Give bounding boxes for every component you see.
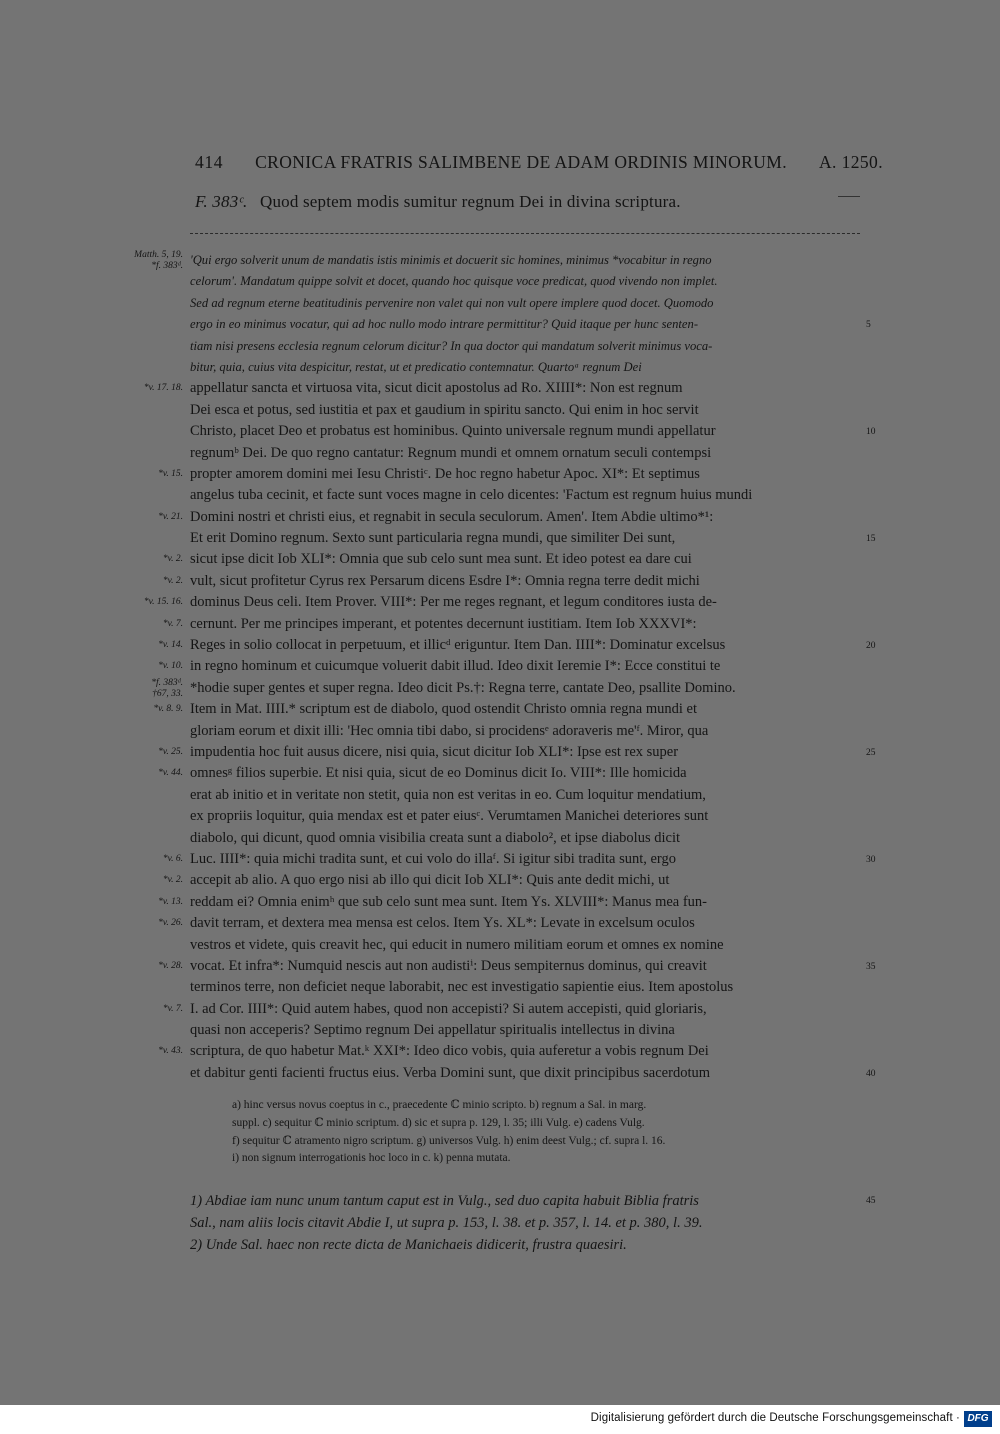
- critical-note-line: i) non signum interrogationis hoc loco in c. k) penna mutata.: [232, 1152, 511, 1165]
- text-line: [0, 870, 1000, 891]
- line-text: I. ad Cor. IIII*: Quid autem habes, quod non accepisti? Si autem accepisti, quid gloriaris,: [190, 1000, 707, 1017]
- text-line: [0, 999, 1000, 1020]
- margin-reference: *v. 7.: [162, 1003, 183, 1014]
- line-text: accepit ab alio. A quo ergo nisi ab illo qui dicit Iob XLI*: Quis ante dedit michi, ut: [190, 872, 670, 889]
- text-line: [0, 892, 1000, 913]
- line-text: Sed ad regnum eterne beatitudinis pervenire non valet qui non vult opere implere quod docet. Quomodo: [190, 295, 714, 310]
- text-line: [0, 763, 1000, 784]
- line-number: 25: [866, 747, 876, 758]
- line-text: regnumᵇ Dei. De quo regno cantatur: Regnum mundi et omnem ornatum seculi contempsi: [190, 444, 712, 461]
- margin-reference: *v. 2.: [162, 554, 183, 565]
- text-line: [0, 977, 1000, 998]
- line-number: 35: [866, 961, 876, 972]
- critical-note-line: f) sequitur ℂ atramento nigro scriptum. g) universos Vulg. h) enim deest Vulg.; cf. supra l. 16.: [232, 1134, 666, 1147]
- margin-reference: *v. 17. 18.: [143, 383, 183, 394]
- margin-reference: *v. 10.: [158, 661, 183, 672]
- text-line: [0, 849, 1000, 870]
- text-line: [0, 913, 1000, 934]
- text-line: [0, 250, 1000, 271]
- line-number: 20: [866, 641, 876, 652]
- margin-reference: *v. 21.: [158, 511, 183, 522]
- line-number: 40: [866, 1068, 876, 1079]
- funding-banner: [0, 1405, 1000, 1434]
- text-line: [0, 785, 1000, 806]
- line-text: tiam nisi presens ecclesia regnum celorum dicitur? In qua doctor qui mandatum solverit minimus voca-: [190, 338, 713, 353]
- margin-reference: *v. 14.: [158, 640, 183, 651]
- text-line: [0, 956, 1000, 977]
- margin-reference: *v. 28.: [158, 960, 183, 971]
- text-line: [0, 614, 1000, 635]
- line-text: Luc. IIII*: quia michi tradita sunt, et cui volo do illaᶠ. Si igitur sibi tradita sunt, ergo: [190, 850, 676, 867]
- margin-reference: *v. 8. 9.: [153, 704, 183, 715]
- folio-ref: F. 383ᶜ.: [195, 192, 248, 211]
- line-text: omnesᵍ filios superbie. Et nisi quia, sicut de eo Dominus dicit Io. VIII*: Ille homicida: [190, 765, 687, 782]
- line-text: Et erit Domino regnum. Sexto sunt particularia regna mundi, que similiter Dei sunt,: [190, 530, 676, 547]
- line-text: angelus tuba cecinit, et facte sunt voces magne in celo dicentes: 'Factum est regnum huius mundi: [190, 487, 753, 504]
- text-line: [0, 699, 1000, 720]
- line-text: ex propriis loquitur, quia mendax est et pater eiusᶜ. Verumtamen Manichei deteriores sunt: [190, 808, 709, 825]
- line-text: gloriam eorum et dixit illi: 'Hec omnia tibi dabo, si procidensᵉ adoraveris me'ᶠ. Miror, qua: [190, 722, 709, 739]
- critical-note-line: suppl. c) sequitur ℂ minio scriptum. d) sic et supra p. 129, l. 35; illi Vulg. e) cadens Vulg.: [232, 1116, 645, 1129]
- text-line: [0, 271, 1000, 292]
- main-text: [0, 250, 1000, 1084]
- dfg-logo-icon: DFG: [964, 1411, 992, 1427]
- text-line: [0, 742, 1000, 763]
- text-line: [0, 443, 1000, 464]
- line-text: vocat. Et infra*: Numquid nescis aut non audistiⁱ: Deus sempiternus dominus, qui creavit: [190, 957, 707, 974]
- line-text: ergo in eo minimus vocatur, qui ad hoc nullo modo intrare permittitur? Quid itaque per hunc senten-: [190, 317, 699, 332]
- margin-reference: *f. 383ᵈ. †67, 33.: [151, 677, 183, 699]
- text-line: [0, 400, 1000, 421]
- section-heading: [195, 192, 681, 212]
- text-line: [0, 1063, 1000, 1084]
- line-text: diabolo, qui dicunt, quod omnia visibilia creata sunt a diabolo², et ipse diabolus dicit: [190, 829, 681, 846]
- line-text: reddam ei? Omnia enimʰ que sub celo sunt mea sunt. Item Ys. XLVIII*: Manus mea fun-: [190, 893, 708, 910]
- footnote-line-number: 45: [866, 1196, 876, 1206]
- line-text: sicut ipse dicit Iob XLI*: Omnia que sub celo sunt mea sunt. Et ideo potest ea dare cui: [190, 551, 692, 568]
- text-line: [0, 528, 1000, 549]
- line-text: scriptura, de quo habetur Mat.ᵏ XXI*: Ideo dico vobis, quia auferetur a vobis regnum Dei: [190, 1043, 709, 1060]
- text-line: [0, 721, 1000, 742]
- line-text: Item in Mat. IIII.* scriptum est de diabolo, quod ostendit Christo omnia regna mundi et: [190, 701, 698, 718]
- text-line: [0, 357, 1000, 378]
- footnote-line: 2) Unde Sal. haec non recte dicta de Manichaeis didicerit, frustra quaesiri.: [190, 1237, 627, 1253]
- line-text: in regno hominum et cuicumque voluerit dabit illud. Ideo dixit Ieremie I*: Ecce constitui te: [190, 658, 721, 675]
- margin-reference: *v. 44.: [158, 768, 183, 779]
- critical-apparatus: [232, 1097, 862, 1168]
- margin-reference: Matth. 5, 19. *f. 383ᵈ.: [134, 250, 183, 271]
- line-text: Dei esca et potus, sed iustitia et pax et gaudium in spiritu sancto. Qui enim in hoc servit: [190, 401, 699, 418]
- footnote-line: Sal., nam aliis locis citavit Abdie I, ut supra p. 153, l. 38. et p. 357, l. 14. et p. 380, l. 39.: [190, 1215, 703, 1231]
- text-line: [0, 635, 1000, 656]
- text-line: [0, 549, 1000, 570]
- line-text: et dabitur genti facienti fructus eius. Verba Domini sunt, que dixit principibus sacerdotum: [190, 1064, 711, 1081]
- text-line: [0, 656, 1000, 677]
- line-number: 5: [866, 320, 871, 331]
- critical-note-line: a) hinc versus novus coeptus in c., praecedente ℂ minio scripto. b) regnum a Sal. in marg.: [232, 1099, 647, 1111]
- section-title: Quod septem modis sumitur regnum Dei in divina scriptura.: [259, 192, 681, 211]
- text-line: [0, 421, 1000, 442]
- text-line: [0, 336, 1000, 357]
- year: A. 1250.: [819, 152, 883, 172]
- margin-reference: *v. 2.: [162, 575, 183, 586]
- page-number: 414: [195, 152, 224, 172]
- line-text: Christo, placet Deo et probatus est hominibus. Quinto universale regnum mundi appellatur: [190, 423, 716, 440]
- running-header: [195, 152, 883, 173]
- text-line: [0, 1020, 1000, 1041]
- line-text: propter amorem domini mei Iesu Christiᶜ. De hoc regno habetur Apoc. XI*: Et septimus: [190, 465, 700, 482]
- line-text: appellatur sancta et virtuosa vita, sicut dicit apostolus ad Ro. XIIII*: Non est regnum: [190, 380, 683, 397]
- funding-text: Digitalisierung gefördert durch die Deutsche Forschungsgemeinschaft ·: [590, 1412, 960, 1424]
- text-line: [0, 314, 1000, 335]
- line-text: Domini nostri et christi eius, et regnabit in secula seculorum. Amen'. Item Abdie ultimo*¹:: [190, 508, 714, 525]
- margin-reference: *v. 2.: [162, 875, 183, 886]
- line-text: quasi non acceperis? Septimo regnum Dei appellatur spiritualis intellectus in divina: [190, 1022, 675, 1039]
- line-text: cernunt. Per me principes imperant, et potentes decernunt iustitiam. Item Iob XXXVI*:: [190, 615, 697, 632]
- margin-reference: *v. 7.: [162, 618, 183, 629]
- line-number: 10: [866, 427, 876, 438]
- line-text: celorum'. Mandatum quippe solvit et docet, quando hoc quisque voce predicat, quod vivendo non implet.: [190, 274, 718, 289]
- text-line: [0, 806, 1000, 827]
- margin-reference: *v. 43.: [158, 1046, 183, 1057]
- line-text: terminos terre, non deficiet neque laborabit, nec est investigatio sapientie eius. Item apostolus: [190, 979, 734, 996]
- margin-reference: *v. 6.: [162, 853, 183, 864]
- line-text: vestros et videte, quis creavit hec, qui educit in numero militiam eorum et omnes ex nomine: [190, 936, 724, 953]
- line-text: bitur, quia, cuius vita despicitur, restat, ut et predicatio contemnatur. Quartoᵃ regnum Dei: [190, 359, 642, 374]
- line-number: 30: [866, 854, 876, 865]
- text-line: [0, 464, 1000, 485]
- text-line: [0, 1041, 1000, 1062]
- text-line: [0, 507, 1000, 528]
- margin-reference: *v. 13.: [158, 896, 183, 907]
- margin-reference: *v. 25.: [158, 746, 183, 757]
- running-title: CRONICA FRATRIS SALIMBENE DE ADAM ORDINIS MINORUM.: [255, 152, 787, 172]
- line-text: impudentia hoc fuit ausus dicere, nisi quia, sicut dicitur Iob XLI*: Ipse est rex super: [190, 743, 679, 760]
- text-line: [0, 485, 1000, 506]
- margin-reference: *v. 15. 16.: [143, 597, 183, 608]
- line-text: vult, sicut profitetur Cyrus rex Persarum dicens Esdre I*: Omnia regna terre dedit michi: [190, 572, 700, 589]
- text-line: [0, 571, 1000, 592]
- line-number: 15: [866, 534, 876, 545]
- line-text: Reges in solio collocat in perpetuum, et illicᵈ eriguntur. Item Dan. IIII*: Dominatur excelsus: [190, 637, 726, 654]
- text-line: [0, 592, 1000, 613]
- text-line: [0, 935, 1000, 956]
- line-text: erat ab initio et in veritate non stetit, quia non est veritas in eo. Cum loquitur mendatium,: [190, 786, 706, 803]
- footnote-line: 1) Abdiae iam nunc unum tantum caput est in Vulg., sed duo capita habuit Biblia fratris: [190, 1193, 699, 1209]
- line-text: 'Qui ergo solverit unum de mandatis istis minimis et docuerit sic homines, minimus *vocabitur in regno: [190, 253, 712, 267]
- text-line: [0, 378, 1000, 399]
- margin-reference: *v. 15.: [158, 468, 183, 479]
- line-text: davit terram, et dextera mea mensa est celos. Item Ys. XL*: Levate in excelsum oculos: [190, 915, 695, 932]
- short-rule: [838, 196, 860, 197]
- line-text: *hodie super gentes et super regna. Ideo dicit Ps.†: Regna terre, cantate Deo, psallite Domino.: [190, 679, 736, 696]
- text-line: [0, 678, 1000, 699]
- divider-rule: [190, 233, 860, 234]
- text-line: [0, 293, 1000, 314]
- text-line: [0, 828, 1000, 849]
- footnotes: [190, 1190, 880, 1256]
- line-text: dominus Deus celi. Item Prover. VIII*: Per me reges regnant, et legum conditores iusta de-: [190, 594, 717, 611]
- margin-reference: *v. 26.: [158, 918, 183, 929]
